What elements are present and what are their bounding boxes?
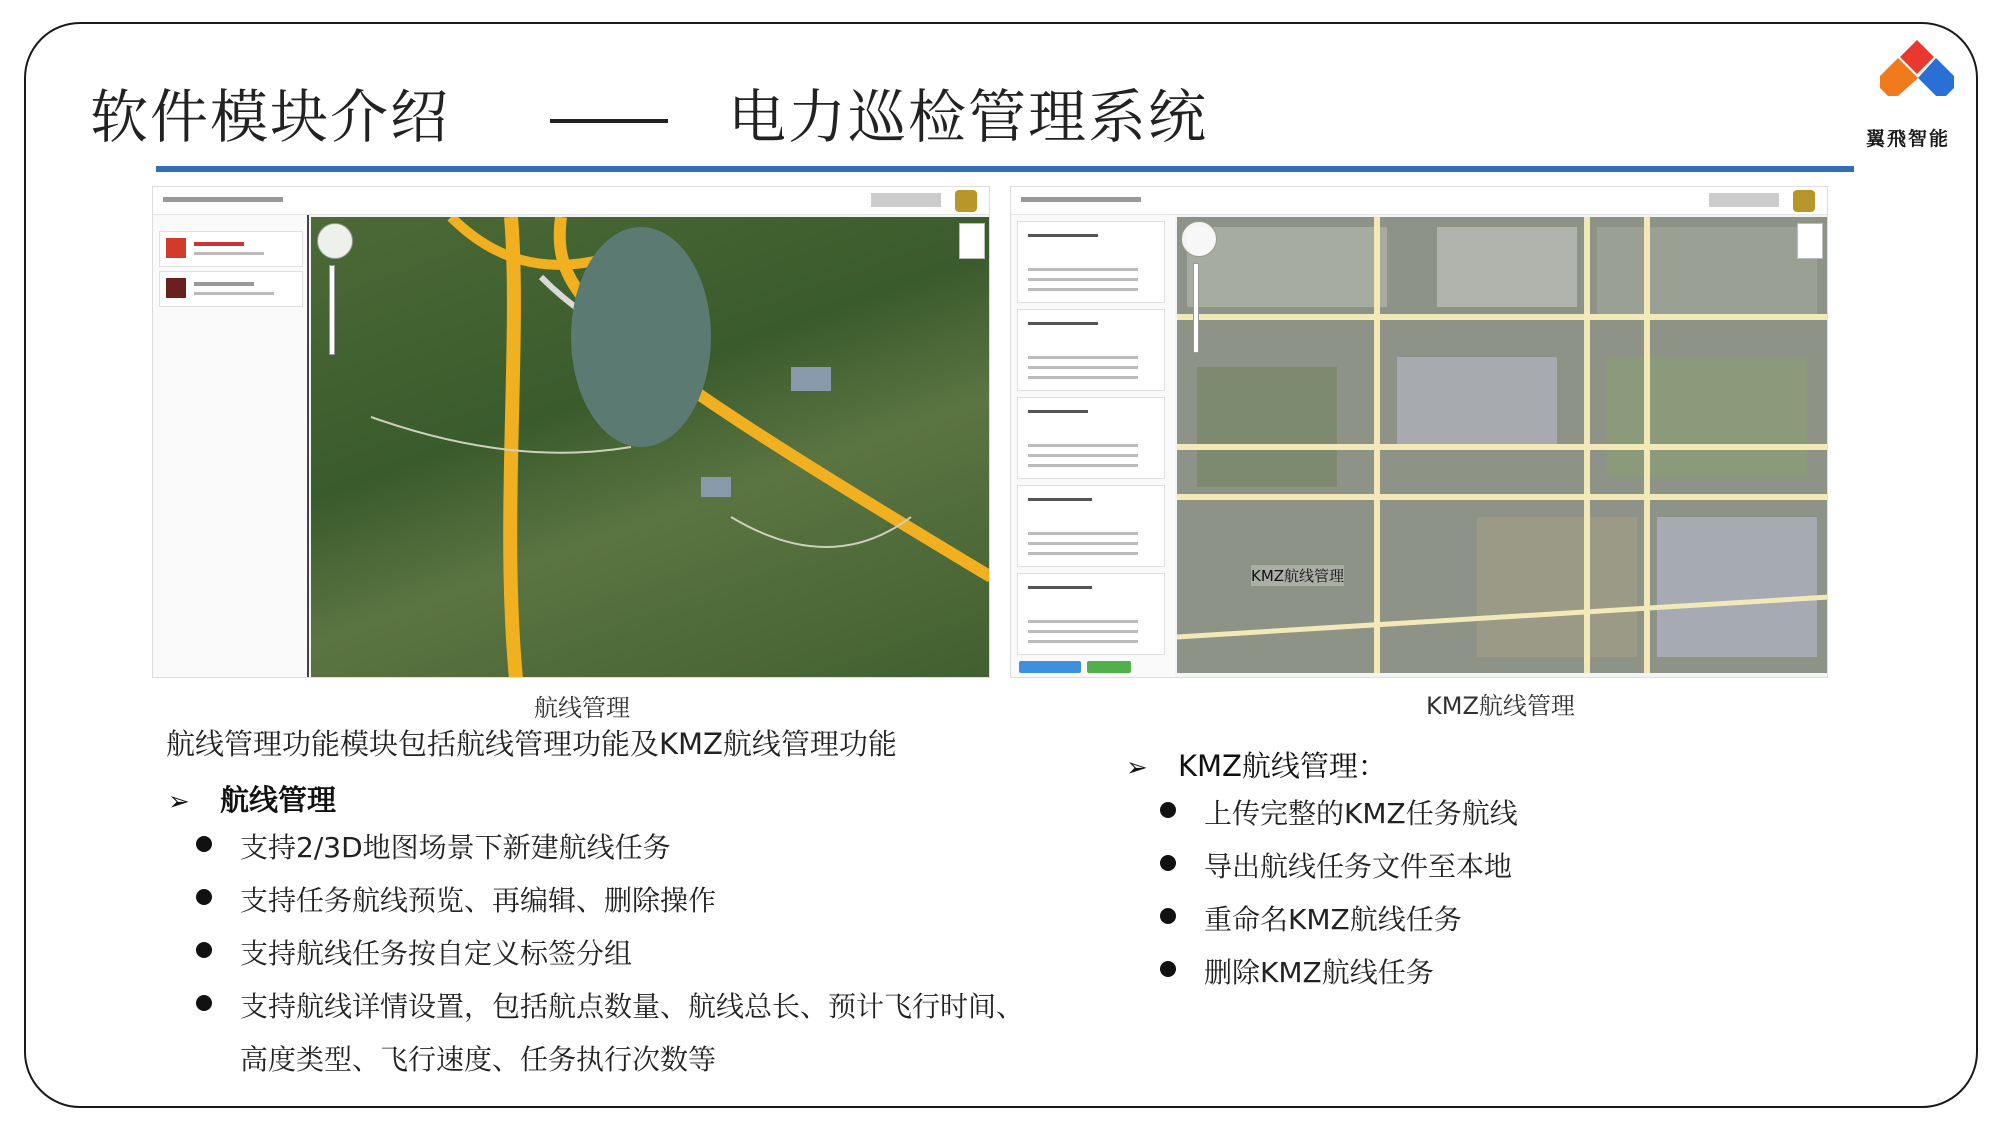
title-underline xyxy=(156,166,1854,172)
left-bullet-item: 支持2/3D地图场景下新建航线任务 xyxy=(240,826,671,866)
right-bullet-item: 删除KMZ航线任务 xyxy=(1204,951,1434,991)
left-bullet-item: 支持航线任务按自定义标签分组 xyxy=(240,932,632,972)
zoom-slider[interactable] xyxy=(329,265,335,355)
right-screenshot-caption: KMZ航线管理 xyxy=(1426,692,1575,720)
avatar[interactable] xyxy=(955,190,977,212)
left-bullet-continuation: 高度类型、飞行速度、任务执行次数等 xyxy=(240,1043,717,1076)
route-list-item[interactable] xyxy=(159,231,303,267)
app-topbar xyxy=(153,187,989,215)
right-bullet-item: 导出航线任务文件至本地 xyxy=(1204,845,1512,885)
bullet-dot-icon xyxy=(1160,855,1176,871)
left-section-heading: ➢ 航线管理 xyxy=(168,783,337,817)
title-left: 软件模块介绍 xyxy=(90,83,451,151)
satellite-map[interactable] xyxy=(311,217,990,678)
road-overlay xyxy=(311,217,990,678)
route-list-item[interactable] xyxy=(159,271,303,307)
kmz-management-screenshot xyxy=(1010,186,1828,678)
arrow-bullet-icon: ➢ xyxy=(168,787,190,817)
right-section-heading: ➢ KMZ航线管理： xyxy=(1126,749,1387,783)
bullet-dot-icon xyxy=(196,836,212,852)
bullet-dot-icon xyxy=(196,942,212,958)
kmz-file-card[interactable] xyxy=(1017,485,1165,567)
route-list-panel xyxy=(153,215,309,678)
kmz-file-card[interactable] xyxy=(1017,221,1165,303)
route-management-screenshot xyxy=(152,186,990,678)
kmz-file-list xyxy=(1011,215,1175,678)
right-bullet-item: 重命名KMZ航线任务 xyxy=(1204,898,1462,938)
kmz-file-card[interactable] xyxy=(1017,573,1165,655)
slide-title xyxy=(90,70,1208,154)
app-topbar xyxy=(1011,187,1827,215)
zoom-slider[interactable] xyxy=(1193,263,1199,353)
bullet-dot-icon xyxy=(1160,908,1176,924)
satellite-map[interactable] xyxy=(1177,217,1828,673)
left-screenshot-caption: 航线管理 xyxy=(534,694,630,722)
export-kmz-button[interactable] xyxy=(1087,661,1131,673)
bullet-dot-icon xyxy=(196,889,212,905)
left-bullet-item: 支持任务航线预览、再编辑、删除操作 xyxy=(240,879,716,919)
intro-text: 航线管理功能模块包括航线管理功能及KMZ航线管理功能 xyxy=(166,727,897,761)
logo-text: 翼飛智能 xyxy=(1866,128,1951,150)
bullet-dot-icon xyxy=(1160,961,1176,977)
kmz-file-card[interactable] xyxy=(1017,309,1165,391)
arrow-bullet-icon: ➢ xyxy=(1126,753,1148,783)
map-layer-switch[interactable] xyxy=(959,223,985,259)
compass-icon[interactable] xyxy=(317,223,353,259)
title-dash xyxy=(550,119,668,123)
avatar[interactable] xyxy=(1793,190,1815,212)
bullet-dot-icon xyxy=(1160,802,1176,818)
upload-kmz-button[interactable] xyxy=(1019,661,1081,673)
map-label: KMZ航线管理 xyxy=(1251,567,1345,585)
map-layer-switch[interactable] xyxy=(1797,223,1823,259)
road-overlay xyxy=(1177,217,1828,673)
left-bullet-item: 支持航线详情设置，包括航点数量、航线总长、预计飞行时间、 xyxy=(240,985,1024,1025)
right-bullet-item: 上传完整的KMZ任务航线 xyxy=(1204,792,1518,832)
compass-icon[interactable] xyxy=(1181,221,1217,257)
kmz-file-card[interactable] xyxy=(1017,397,1165,479)
title-right: 电力巡检管理系统 xyxy=(728,83,1209,151)
bullet-dot-icon xyxy=(196,995,212,1011)
